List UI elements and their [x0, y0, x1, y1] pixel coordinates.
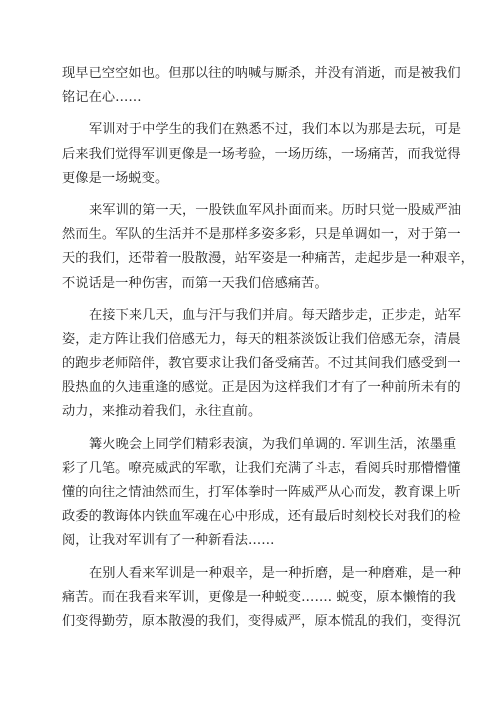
document-body — [62, 62, 474, 642]
text-line: 现早已空空如也。但那以往的呐喊与厮杀，并没有消逝，而是被我们 — [62, 66, 461, 81]
paragraph-3 — [62, 199, 474, 296]
text-line: 在接下来几天，血与汗与我们并肩。每天踏步走，正步走，站军 — [89, 307, 462, 323]
text-line: 动力，来推动着我们，永往直前。 — [62, 404, 262, 420]
paragraph-1 — [62, 62, 461, 110]
text-line: 的跑步老师陪伴，教官要求让我们备受痛苦。不过其间我们感受到一 — [62, 356, 461, 372]
text-line: 不说话是一种伤害，而第一天我们倍感痛苦。 — [62, 275, 328, 291]
text-line: 懂的向往之情油然而生，打军体拳时一阵威严从心而发，教育课上听 — [62, 485, 461, 500]
text-line: 们变得勤劳，原本散漫的我们，变得威严，原本慌乱的我们，变得沉 — [62, 613, 461, 629]
text-line: 痛苦。而在我看来军训，更像是一种蜕变……. 蜕变，原本懒惰的我 — [62, 589, 456, 605]
text-line: 军训对于中学生的我们在熟悉不过，我们本以为那是去玩，可是 — [89, 122, 462, 138]
text-line: 后来我们觉得军训更像是一场考验，一场历练，一场痛苦，而我觉得 — [62, 146, 461, 162]
text-line: 天的我们，还带着一股散漫，站军姿是一种痛苦，走起步是一种艰辛， — [62, 251, 474, 267]
text-line: 更像是一场蜕变。 — [62, 170, 169, 186]
text-line: 彩了几笔。嘹亮威武的军歌，让我们充满了斗志，看阅兵时那懵懵懂 — [62, 460, 461, 476]
text-line: 股热血的久违重逢的感觉。正是因为这样我们才有了一种前所未有的 — [62, 380, 461, 396]
text-line: 阅，让我对军训有了一种新看法…… — [62, 533, 275, 549]
paragraph-4 — [62, 304, 462, 425]
text-line: 在别人看来军训是一种艰辛，是一种折磨，是一种磨难，是一种 — [89, 565, 462, 581]
text-line: 政委的教诲体内铁血军魂在心中形成，还有最后时刻校长对我们的检 — [62, 509, 461, 525]
text-line: 篝火晚会上同学们精彩表演，为我们单调的. 军训生活，浓墨重 — [89, 436, 457, 452]
text-line: 姿，走方阵让我们倍感无力，每天的粗茶淡饭让我们倍感无奈，清晨 — [62, 331, 461, 347]
text-line: 然而生。军队的生活并不是那样多姿多彩，只是单调如一，对于第一 — [62, 227, 461, 243]
paragraph-5 — [62, 433, 461, 554]
text-line: 来军训的第一天，一股铁血军风扑面而来。历时只觉一股威严油 — [89, 202, 462, 218]
text-line: 铭记在心…… — [62, 90, 142, 106]
paragraph-2 — [62, 118, 462, 191]
paragraph-6 — [62, 562, 462, 635]
